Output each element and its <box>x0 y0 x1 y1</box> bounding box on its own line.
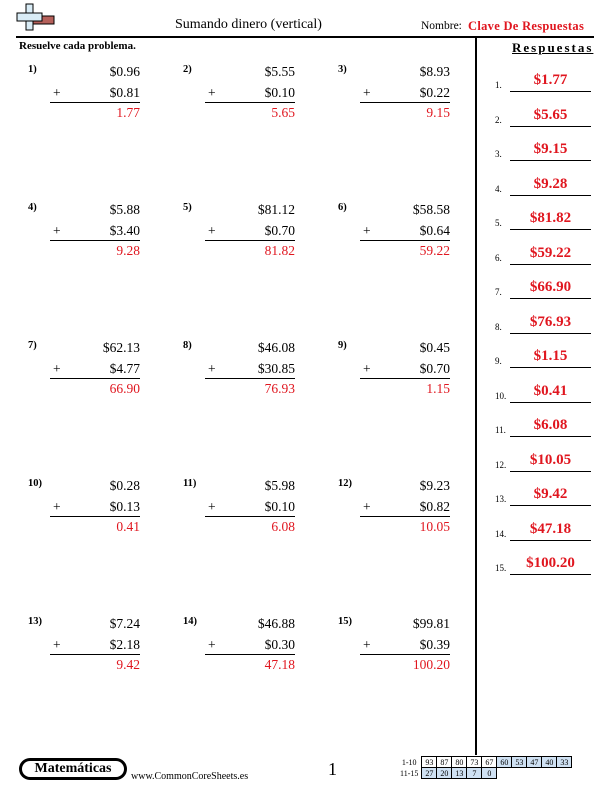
answer-row-4 <box>495 174 595 196</box>
score-cell: 40 <box>542 757 557 768</box>
addend-bottom: $0.81 <box>109 85 140 100</box>
sum-rule <box>205 378 295 379</box>
plus-sign: + <box>363 637 371 652</box>
site-url: www.CommonCoreSheets.es <box>131 771 249 782</box>
addend-top: $5.55 <box>264 64 295 79</box>
answer-row-15 <box>495 553 595 575</box>
problem-5 <box>183 202 323 262</box>
answer-number: 3. <box>495 149 502 159</box>
problem-result: 1.15 <box>426 381 450 396</box>
problem-result: 59.22 <box>419 243 450 258</box>
sum-rule <box>360 516 450 517</box>
plus-sign: + <box>363 223 371 238</box>
addend-bottom: $0.13 <box>109 499 140 514</box>
answer-number: 7. <box>495 287 502 297</box>
problem-number: 3) <box>338 64 347 75</box>
addend-top: $0.96 <box>109 64 140 79</box>
problem-4 <box>28 202 168 262</box>
answer-line <box>510 505 591 506</box>
problem-number: 10) <box>28 478 42 489</box>
problem-result: 9.15 <box>426 105 450 120</box>
sum-rule <box>360 102 450 103</box>
problem-number: 11) <box>183 478 197 489</box>
addend-bottom: $0.30 <box>264 637 295 652</box>
sum-rule <box>360 240 450 241</box>
plus-sign: + <box>208 223 216 238</box>
problem-number: 15) <box>338 616 352 627</box>
worksheet-title: Sumando dinero (vertical) <box>175 17 322 32</box>
answer-value: $59.22 <box>529 244 572 261</box>
answer-line <box>510 91 591 92</box>
score-cell: 80 <box>452 757 467 768</box>
score-cell: 20 <box>437 768 452 779</box>
score-cell: 73 <box>467 757 482 768</box>
problem-number: 13) <box>28 616 42 627</box>
answer-number: 14. <box>495 528 507 539</box>
answer-line <box>510 264 591 265</box>
answer-value: $47.18 <box>529 520 572 537</box>
answer-line <box>510 195 591 196</box>
problem-result: 100.20 <box>412 657 450 672</box>
answer-number: 15. <box>495 563 507 573</box>
sum-rule <box>360 378 450 379</box>
answer-line <box>510 333 591 334</box>
score-row <box>398 757 572 768</box>
addend-top: $0.28 <box>109 478 140 493</box>
problem-2 <box>183 64 323 124</box>
addend-top: $8.93 <box>419 64 450 79</box>
answer-line <box>510 126 591 127</box>
answer-value: $1.15 <box>533 348 568 364</box>
answer-line <box>510 436 591 437</box>
problem-number: 4) <box>28 202 37 213</box>
answer-value: $0.41 <box>533 382 568 399</box>
problem-number: 1) <box>28 64 37 75</box>
plus-sign: + <box>363 499 371 514</box>
problem-12 <box>338 478 478 538</box>
score-cell: 60 <box>497 757 512 768</box>
plus-sign: + <box>53 637 61 652</box>
plus-sign: + <box>53 361 61 376</box>
addend-bottom: $0.10 <box>264 85 295 100</box>
answer-row-8 <box>495 312 595 334</box>
answer-row-5 <box>495 208 595 230</box>
plus-sign: + <box>363 361 371 376</box>
addend-top: $62.13 <box>102 340 140 355</box>
answer-row-11 <box>495 415 595 437</box>
addend-bottom: $0.64 <box>419 223 450 238</box>
answer-row-9 <box>495 346 595 368</box>
score-row-label: 1-10 <box>401 757 417 767</box>
answer-value: $9.42 <box>533 486 568 502</box>
header-divider <box>16 36 594 38</box>
answer-row-14 <box>495 519 595 541</box>
problem-result: 66.90 <box>109 381 140 396</box>
problem-result: 10.05 <box>419 519 450 534</box>
score-cell: 67 <box>482 757 497 768</box>
problem-13 <box>28 616 168 676</box>
answer-number: 6. <box>495 252 502 263</box>
problem-result: 9.42 <box>116 657 140 672</box>
name-value: Clave De Respuestas <box>468 19 585 33</box>
addend-top: $58.58 <box>412 202 450 217</box>
answer-line <box>510 471 591 472</box>
answer-value: $1.77 <box>533 72 568 88</box>
sum-rule <box>50 654 140 655</box>
addend-top: $99.81 <box>412 616 450 631</box>
answer-line <box>510 367 591 368</box>
problem-7 <box>28 340 168 400</box>
plus-sign: + <box>363 85 371 100</box>
addend-bottom: $4.77 <box>109 361 140 376</box>
addend-bottom: $3.40 <box>109 223 140 238</box>
answer-row-2 <box>495 105 595 127</box>
answer-row-12 <box>495 450 595 472</box>
problem-9 <box>338 340 478 400</box>
subject-badge <box>19 758 127 780</box>
answer-number: 1. <box>495 80 502 90</box>
answer-number: 9. <box>495 356 502 366</box>
problem-number: 6) <box>338 202 347 213</box>
sum-rule <box>50 516 140 517</box>
plus-sign: + <box>53 499 61 514</box>
answer-line <box>510 402 591 403</box>
answer-number: 2. <box>495 114 502 125</box>
score-table <box>398 756 572 779</box>
answer-line <box>510 229 591 230</box>
sum-rule <box>205 516 295 517</box>
answer-number: 8. <box>495 321 502 332</box>
problem-number: 2) <box>183 64 192 75</box>
sum-rule <box>50 240 140 241</box>
score-cell: 87 <box>437 757 452 768</box>
problem-result: 81.82 <box>264 243 295 258</box>
sum-rule <box>205 102 295 103</box>
addend-top: $9.23 <box>419 478 450 493</box>
answer-number: 10. <box>495 390 507 401</box>
answer-line <box>510 160 591 161</box>
problem-result: 47.18 <box>264 657 295 672</box>
answer-value: $6.08 <box>533 417 568 433</box>
addend-bottom: $0.70 <box>419 361 450 376</box>
problem-result: 1.77 <box>116 105 140 120</box>
addend-bottom: $0.82 <box>419 499 450 514</box>
addend-top: $7.24 <box>109 616 140 631</box>
addend-top: $5.98 <box>264 478 295 493</box>
score-cell: 47 <box>527 757 542 768</box>
sum-rule <box>205 240 295 241</box>
score-cell: 53 <box>512 757 527 768</box>
name-label: Nombre: <box>421 20 462 32</box>
answer-value: $10.05 <box>529 451 572 468</box>
addend-bottom: $0.70 <box>264 223 295 238</box>
problem-8 <box>183 340 323 400</box>
plus-sign: + <box>53 223 61 238</box>
addend-top: $81.12 <box>257 202 295 217</box>
answer-number: 11. <box>495 425 506 435</box>
addend-top: $46.88 <box>257 616 295 631</box>
page-number: 1 <box>328 759 337 779</box>
problem-3 <box>338 64 478 124</box>
answer-line <box>510 574 591 575</box>
score-cell: 27 <box>422 768 437 779</box>
subject-label: Matemáticas <box>22 761 124 777</box>
answer-value: $100.20 <box>526 555 575 571</box>
answer-number: 4. <box>495 183 502 194</box>
problem-10 <box>28 478 168 538</box>
problem-14 <box>183 616 323 676</box>
addend-top: $0.45 <box>419 340 450 355</box>
problem-number: 5) <box>183 202 192 213</box>
sum-rule <box>50 102 140 103</box>
problem-number: 7) <box>28 340 37 351</box>
answer-row-1 <box>495 70 595 92</box>
problem-result: 76.93 <box>264 381 295 396</box>
plus-sign: + <box>53 85 61 100</box>
answer-value: $76.93 <box>529 313 572 330</box>
answer-number: 13. <box>495 494 507 504</box>
problem-number: 9) <box>338 340 347 351</box>
problem-6 <box>338 202 478 262</box>
instructions: Resuelve cada problema. <box>19 40 136 52</box>
addend-bottom: $0.22 <box>419 85 450 100</box>
plus-sign: + <box>208 85 216 100</box>
plus-sign: + <box>208 361 216 376</box>
problem-number: 12) <box>338 478 352 489</box>
problem-1 <box>28 64 168 124</box>
addend-bottom: $0.39 <box>419 637 450 652</box>
answer-value: $9.15 <box>533 141 568 157</box>
sum-rule <box>205 654 295 655</box>
score-cell: 7 <box>467 768 482 779</box>
problem-11 <box>183 478 323 538</box>
addend-bottom: $30.85 <box>257 361 295 376</box>
answer-number: 12. <box>495 459 507 470</box>
plus-minus-logo-icon <box>16 2 56 38</box>
problem-result: 5.65 <box>271 105 295 120</box>
answer-value: $9.28 <box>533 175 568 192</box>
score-cell: 0 <box>482 768 497 779</box>
answer-panel-title: Respuestas <box>512 40 594 55</box>
addend-bottom: $2.18 <box>109 637 140 652</box>
answer-row-6 <box>495 243 595 265</box>
problem-number: 14) <box>183 616 197 627</box>
answer-line <box>510 298 591 299</box>
score-cell: 33 <box>557 757 572 768</box>
score-cell: 13 <box>452 768 467 779</box>
problem-result: 0.41 <box>116 519 140 534</box>
score-row-label: 11-15 <box>400 768 419 778</box>
answer-value: $5.65 <box>533 106 568 123</box>
answer-row-3 <box>495 139 595 161</box>
answer-value: $66.90 <box>529 279 572 295</box>
problem-result: 9.28 <box>116 243 140 258</box>
score-cell: 93 <box>422 757 437 768</box>
sum-rule <box>50 378 140 379</box>
answer-number: 5. <box>495 218 502 228</box>
answer-line <box>510 540 591 541</box>
addend-bottom: $0.10 <box>264 499 295 514</box>
sum-rule <box>360 654 450 655</box>
addend-top: $46.08 <box>257 340 295 355</box>
problem-15 <box>338 616 478 676</box>
problem-result: 6.08 <box>271 519 295 534</box>
answer-row-10 <box>495 381 595 403</box>
plus-sign: + <box>208 637 216 652</box>
answer-value: $81.82 <box>529 210 572 226</box>
problem-number: 8) <box>183 340 192 351</box>
score-row <box>398 768 572 779</box>
addend-top: $5.88 <box>109 202 140 217</box>
answer-row-13 <box>495 484 595 506</box>
answer-row-7 <box>495 277 595 299</box>
plus-sign: + <box>208 499 216 514</box>
